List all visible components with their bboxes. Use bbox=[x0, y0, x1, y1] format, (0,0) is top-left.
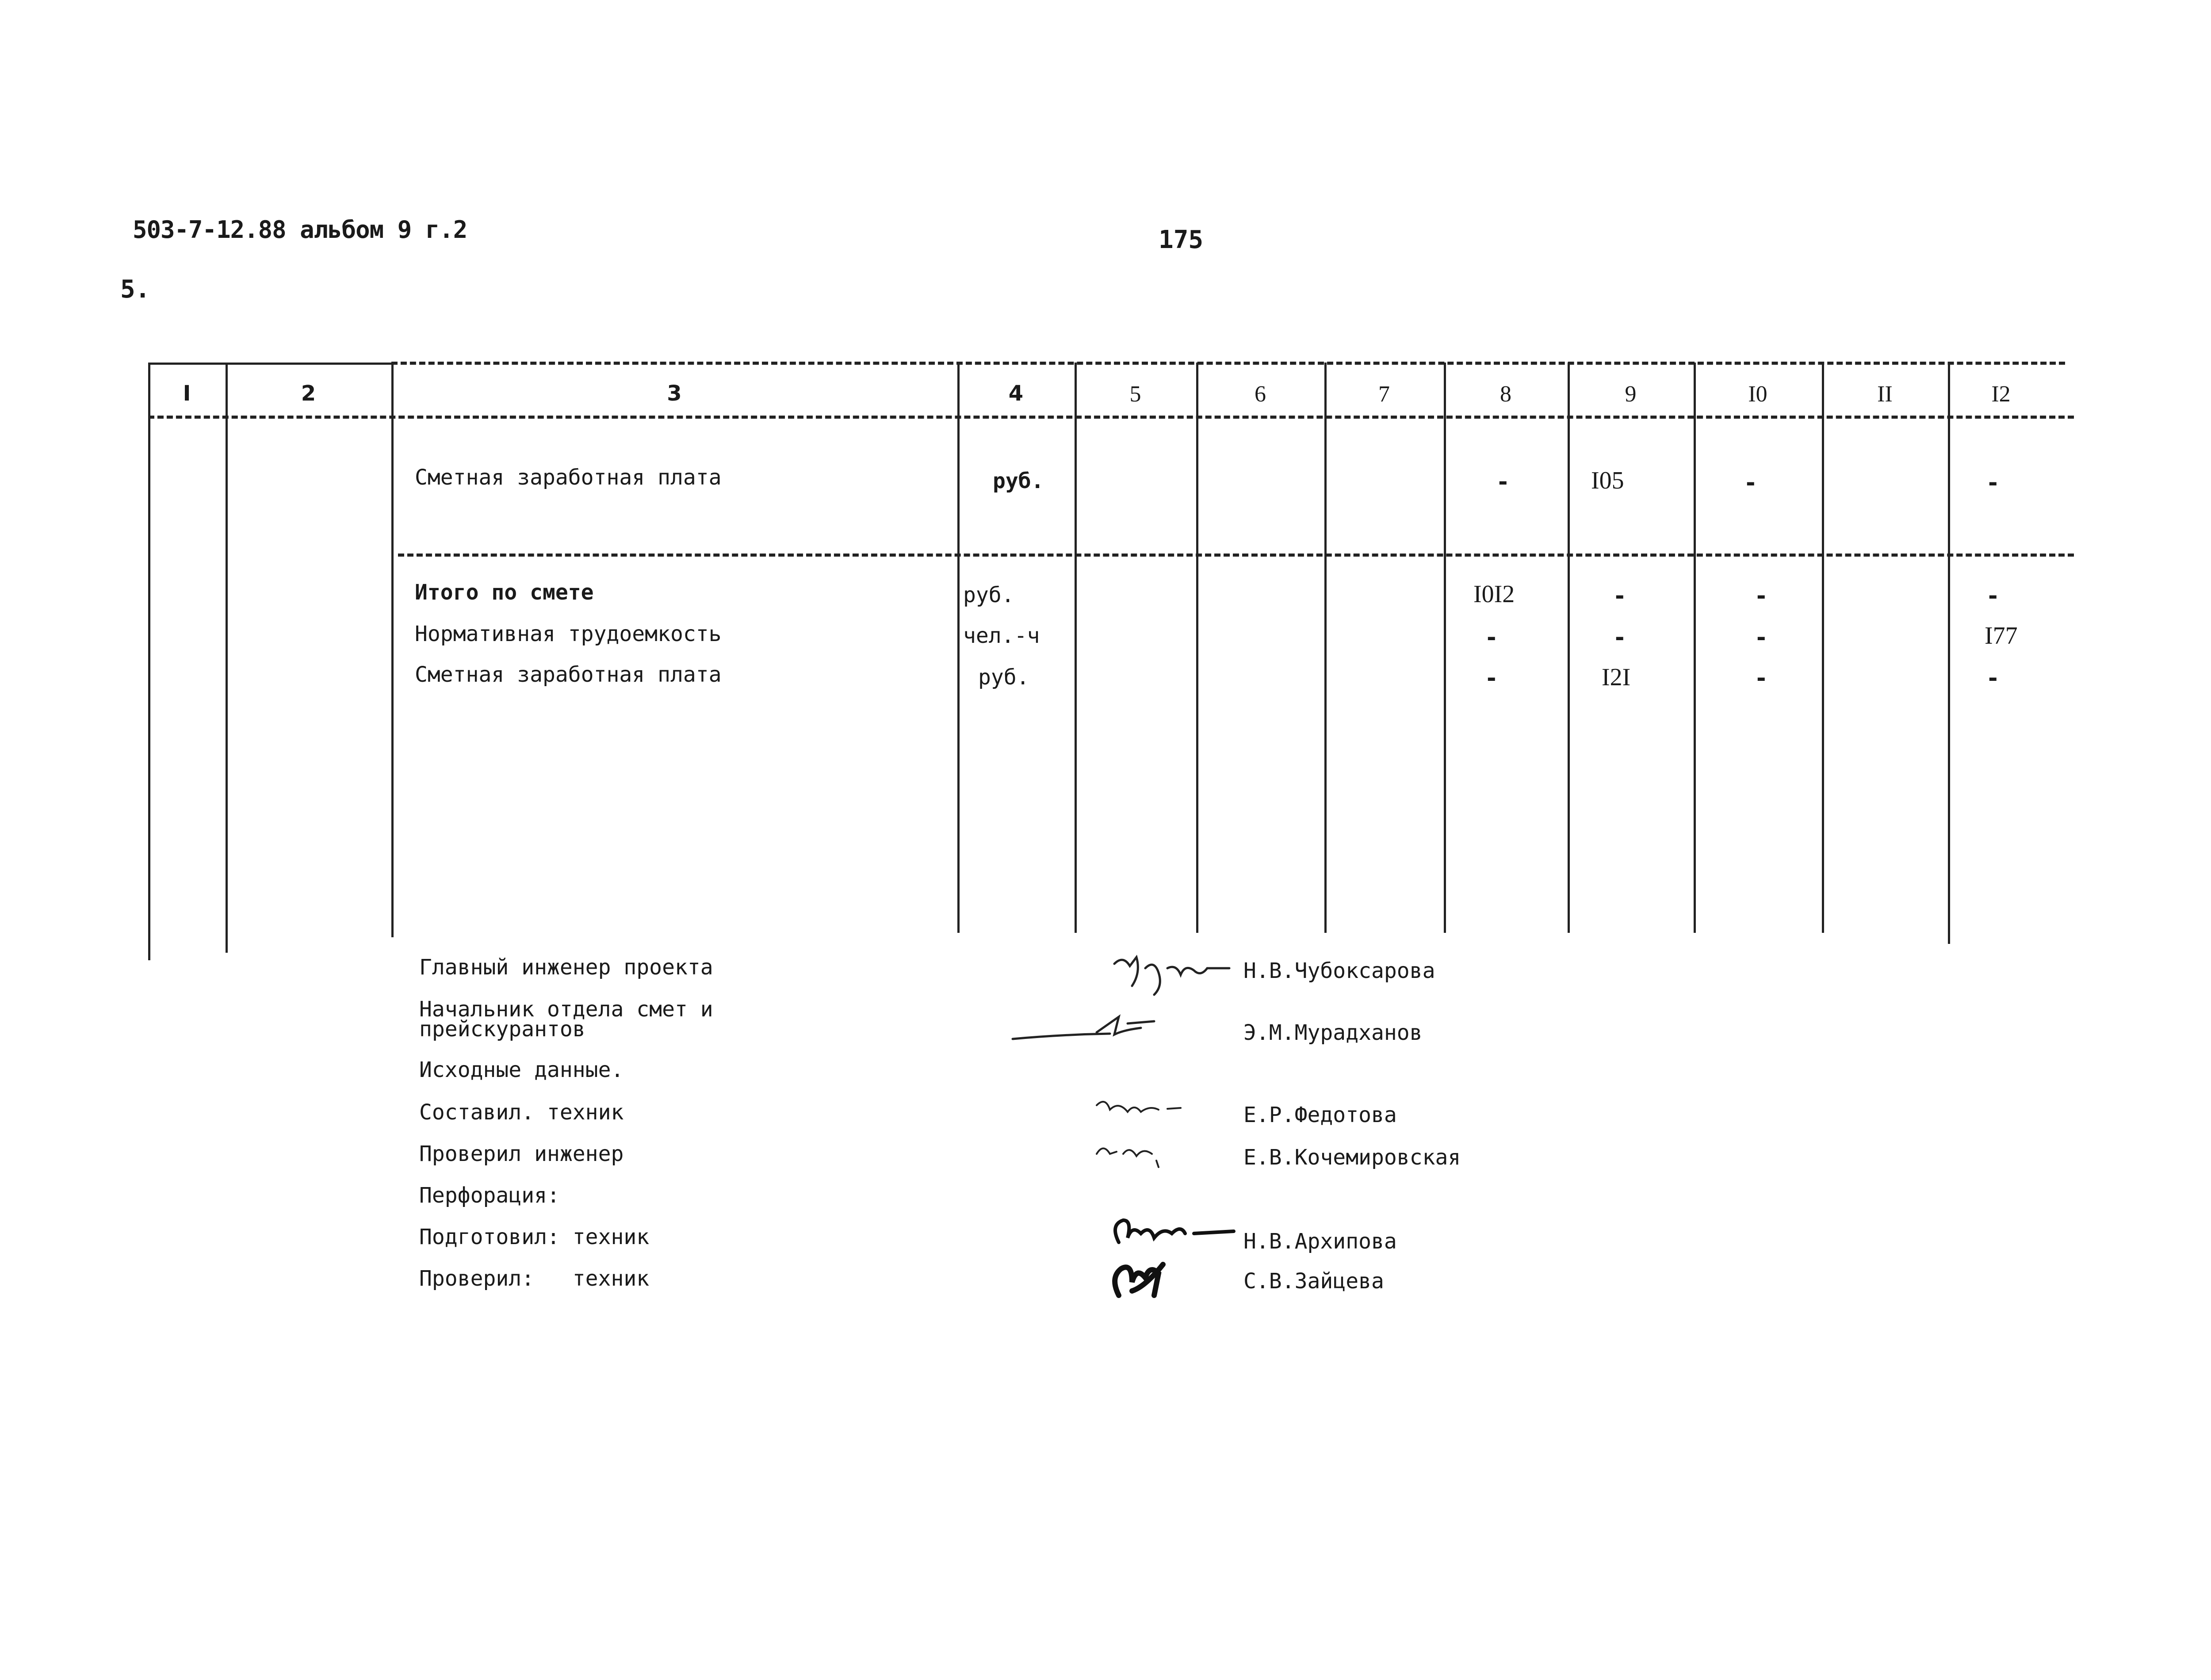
cell-col10: - bbox=[1756, 624, 1766, 651]
column-header-1: I bbox=[183, 381, 191, 406]
row-label: Сметная заработная плата bbox=[415, 662, 722, 687]
column-border-6 bbox=[1324, 363, 1327, 933]
cell-col9: - bbox=[1615, 624, 1625, 651]
checked-technician-role: Проверил: техник bbox=[419, 1266, 650, 1291]
column-header-4: 4 bbox=[1008, 381, 1024, 406]
column-border-5 bbox=[1196, 363, 1198, 933]
checked-engineer-role: Проверил инженер bbox=[419, 1142, 624, 1166]
compiled-name: Е.Р.Федотова bbox=[1243, 1103, 1397, 1127]
row-label: Нормативная трудоемкость bbox=[415, 622, 722, 646]
cell-col9: I05 bbox=[1591, 467, 1624, 494]
header-divider bbox=[148, 416, 2074, 419]
cell-col10: - bbox=[1756, 665, 1766, 691]
section-number: 5. bbox=[120, 275, 150, 304]
cell-col9: - bbox=[1615, 583, 1625, 609]
cell-col8: - bbox=[1487, 624, 1496, 651]
chief-engineer-name: Н.В.Чубоксарова bbox=[1243, 958, 1435, 983]
cell-col10: - bbox=[1756, 583, 1766, 609]
column-border-4 bbox=[1075, 363, 1077, 933]
cell-col8: - bbox=[1487, 665, 1496, 691]
dept-head-role-line2: прейскурантов bbox=[419, 1017, 585, 1042]
column-border-10 bbox=[1822, 363, 1824, 933]
column-header-2: 2 bbox=[301, 381, 316, 406]
source-data-label: Исходные данные. bbox=[419, 1058, 624, 1082]
checked-technician-name: С.В.Зайцева bbox=[1243, 1269, 1384, 1294]
column-header-9: 9 bbox=[1625, 382, 1637, 407]
handwritten-signature-chief-engineer bbox=[1106, 946, 1238, 1008]
row-label: Итого по смете bbox=[415, 580, 594, 605]
cell-col12: - bbox=[1988, 470, 1998, 496]
handwritten-signature-checked-engineer bbox=[1092, 1136, 1181, 1172]
row-unit: руб. bbox=[993, 469, 1044, 493]
row-unit: чел.-ч bbox=[963, 623, 1040, 648]
prepared-name: Н.В.Архипова bbox=[1243, 1229, 1397, 1254]
dept-head-role-line1: Начальник отдела смет и bbox=[419, 997, 713, 1022]
column-border-7 bbox=[1444, 363, 1446, 933]
page-number: 175 bbox=[1159, 225, 1204, 254]
column-border-8 bbox=[1568, 363, 1570, 933]
cell-col10: - bbox=[1746, 470, 1756, 496]
column-header-11: II bbox=[1877, 382, 1893, 407]
row-unit: руб. bbox=[978, 665, 1029, 690]
handwritten-signature-compiled bbox=[1092, 1092, 1194, 1127]
column-header-8: 8 bbox=[1500, 382, 1511, 407]
cell-col12: - bbox=[1988, 665, 1998, 691]
column-border-2 bbox=[391, 363, 394, 937]
cell-col8: I0I2 bbox=[1473, 580, 1515, 608]
column-border-9 bbox=[1694, 363, 1696, 933]
column-header-5: 5 bbox=[1129, 382, 1141, 407]
checked-engineer-name: Е.В.Кочемировская bbox=[1243, 1145, 1461, 1170]
perforation-label: Перфорация: bbox=[419, 1183, 560, 1208]
table-top-border bbox=[148, 363, 391, 365]
compiled-role: Составил. техник bbox=[419, 1100, 624, 1125]
handwritten-signature-dept-head bbox=[1008, 1008, 1176, 1048]
cell-col12: - bbox=[1988, 583, 1998, 609]
prepared-role: Подготовил: техник bbox=[419, 1225, 650, 1249]
column-header-12: I2 bbox=[1991, 382, 2011, 407]
column-header-3: 3 bbox=[667, 381, 682, 406]
dept-head-name: Э.М.Мурадханов bbox=[1243, 1020, 1423, 1045]
column-border-11 bbox=[1948, 363, 1950, 944]
chief-engineer-role: Главный инженер проекта bbox=[419, 955, 713, 980]
column-border-1 bbox=[226, 363, 228, 953]
cell-col12: I77 bbox=[1985, 622, 2018, 649]
row-unit: руб. bbox=[963, 583, 1014, 607]
column-header-7: 7 bbox=[1378, 382, 1390, 407]
cell-col9: I2I bbox=[1602, 664, 1631, 691]
column-border-3 bbox=[957, 363, 960, 933]
cell-col8: - bbox=[1498, 469, 1508, 495]
row-label: Сметная заработная плата bbox=[415, 465, 722, 490]
column-header-6: 6 bbox=[1255, 382, 1266, 407]
column-header-10: I0 bbox=[1748, 382, 1767, 407]
column-border-0 bbox=[148, 363, 150, 960]
handwritten-signature-checked-technician bbox=[1106, 1251, 1172, 1304]
table-top-border-dashed bbox=[391, 362, 2065, 365]
document-code: 503-7-12.88 альбом 9 г.2 bbox=[133, 216, 467, 244]
